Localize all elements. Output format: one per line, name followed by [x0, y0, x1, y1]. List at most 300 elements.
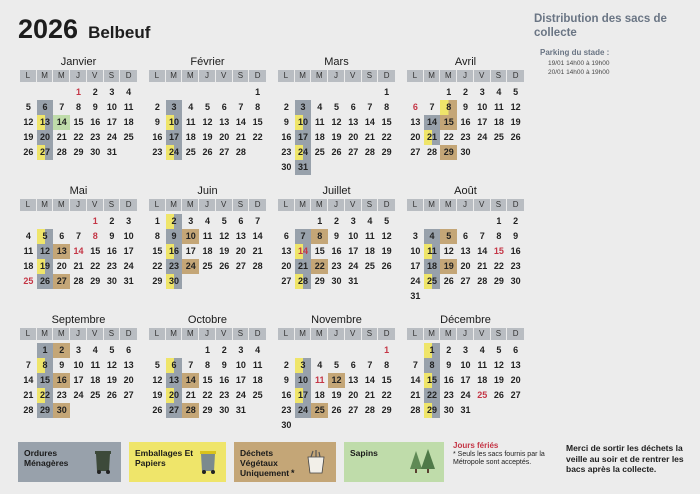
legend-sapins-label: Sapins	[350, 448, 378, 458]
month-block	[407, 184, 524, 310]
day-cell: 27	[166, 403, 183, 418]
day-cell: 14	[182, 373, 199, 388]
day-cell: 1	[92, 216, 98, 226]
parking-title: Parking du stade :	[540, 48, 610, 57]
day-cell: 11	[202, 231, 213, 241]
day-cell: 24	[348, 261, 359, 271]
day-cell: 20	[460, 261, 471, 271]
day-cell: 30	[90, 147, 101, 157]
day-cell: 21	[477, 261, 488, 271]
day-cell: 16	[166, 244, 183, 259]
day-cell: 1	[384, 87, 390, 97]
day-cell: 20	[123, 375, 134, 385]
day-cell: 8	[384, 360, 390, 370]
day-cell: 8	[496, 231, 502, 241]
day-cell: 16	[152, 132, 163, 142]
day-cell: 22	[311, 259, 328, 274]
day-cell: 31	[348, 276, 359, 286]
day-cell: 13	[281, 246, 292, 256]
day-cell: 26	[331, 405, 342, 415]
day-cell: 13	[460, 246, 471, 256]
empty-day-cell	[328, 343, 345, 358]
day-cell: 28	[23, 405, 34, 415]
day-cell: 16	[90, 117, 101, 127]
day-cell: 15	[252, 117, 263, 127]
weekday-label: V	[474, 199, 491, 211]
weekday-label: M	[53, 328, 70, 340]
day-cell: 24	[477, 132, 488, 142]
day-cell: 25	[185, 147, 196, 157]
day-cell: 25	[90, 390, 101, 400]
day-cell: 27	[348, 147, 359, 157]
day-cell: 4	[25, 231, 31, 241]
day-cell: 23	[443, 390, 454, 400]
holidays-note	[453, 441, 558, 467]
weekday-label: D	[383, 200, 390, 209]
day-cell: 15	[424, 373, 441, 388]
day-cell: 20	[281, 261, 292, 271]
day-cell: 2	[333, 216, 339, 226]
day-cell: 27	[281, 276, 292, 286]
day-cell: 2	[154, 102, 160, 112]
day-cell: 18	[123, 117, 134, 127]
weekday-label: J	[199, 70, 216, 82]
day-cell: 18	[185, 132, 196, 142]
empty-day-cell	[407, 343, 424, 358]
weekday-label: V	[345, 328, 362, 340]
day-cell: 24	[295, 145, 312, 160]
day-cell: 28	[182, 403, 199, 418]
day-cell: 29	[37, 403, 54, 418]
day-cell: 29	[440, 145, 457, 160]
weekday-label: V	[216, 70, 233, 82]
days-grid	[149, 214, 266, 289]
empty-day-cell	[362, 85, 379, 100]
day-cell: 23	[331, 261, 342, 271]
day-cell: 13	[510, 360, 521, 370]
day-cell: 28	[364, 405, 375, 415]
day-cell: 11	[365, 231, 375, 241]
weekday-label: M	[440, 70, 457, 82]
empty-day-cell	[182, 343, 199, 358]
day-cell: 2	[513, 216, 519, 226]
weekday-label: L	[149, 70, 166, 82]
day-cell: 24	[235, 390, 246, 400]
day-cell: 14	[53, 115, 70, 130]
day-cell: 25	[364, 261, 375, 271]
trash-bin-icon	[93, 447, 113, 475]
weekday-label: L	[149, 328, 166, 340]
weekday-label: J	[328, 70, 345, 82]
day-cell: 23	[90, 132, 101, 142]
weekday-label: J	[328, 199, 345, 211]
day-cell: 16	[219, 375, 230, 385]
day-cell: 28	[364, 147, 375, 157]
day-cell: 10	[106, 102, 117, 112]
weekday-label: M	[424, 199, 441, 211]
day-cell: 6	[350, 102, 356, 112]
day-cell: 17	[460, 375, 471, 385]
day-cell: 17	[73, 375, 84, 385]
day-cell: 3	[109, 87, 115, 97]
year-title: 2026	[18, 14, 79, 44]
day-cell: 10	[73, 360, 84, 370]
month-block	[278, 55, 395, 181]
day-cell: 17	[106, 117, 117, 127]
weekday-label: M	[37, 199, 54, 211]
day-cell: 17	[477, 117, 488, 127]
day-cell: 18	[477, 375, 488, 385]
empty-day-cell	[53, 214, 70, 229]
day-cell: 6	[283, 231, 289, 241]
day-cell: 21	[424, 130, 441, 145]
weekday-header	[149, 70, 266, 82]
weekday-header	[407, 199, 524, 211]
weekday-label: M	[37, 70, 54, 82]
empty-day-cell	[37, 214, 54, 229]
day-cell: 17	[123, 246, 134, 256]
weekday-label: S	[491, 199, 508, 211]
empty-day-cell	[20, 343, 37, 358]
legend-ordures	[18, 442, 121, 482]
days-grid	[278, 343, 395, 433]
empty-day-cell	[20, 214, 37, 229]
weekday-label: M	[295, 328, 312, 340]
days-grid	[20, 85, 137, 160]
day-cell: 1	[384, 345, 390, 355]
day-cell: 13	[166, 373, 183, 388]
days-grid	[278, 85, 395, 175]
day-cell: 24	[166, 145, 183, 160]
day-cell: 5	[109, 345, 115, 355]
day-cell: 2	[53, 343, 70, 358]
day-cell: 7	[479, 231, 485, 241]
day-cell: 20	[348, 132, 359, 142]
weekday-label: S	[233, 199, 250, 211]
day-cell: 17	[295, 388, 312, 403]
weekday-label: M	[37, 328, 54, 340]
day-cell: 23	[281, 147, 292, 157]
day-cell: 2	[221, 345, 227, 355]
day-cell: 15	[202, 375, 213, 385]
day-cell: 22	[90, 261, 101, 271]
day-cell: 27	[410, 147, 421, 157]
day-cell: 19	[106, 375, 117, 385]
day-cell: 26	[331, 147, 342, 157]
weekday-label: D	[254, 329, 261, 338]
weekday-header	[407, 328, 524, 340]
day-cell: 25	[311, 403, 328, 418]
day-cell: 28	[410, 405, 421, 415]
day-cell: 26	[37, 274, 54, 289]
empty-day-cell	[407, 214, 424, 229]
weekday-label: J	[457, 70, 474, 82]
month-name: Juin	[197, 185, 218, 197]
day-cell: 4	[92, 345, 98, 355]
day-cell: 11	[424, 244, 441, 259]
day-cell: 29	[381, 405, 392, 415]
day-cell: 27	[219, 147, 230, 157]
weekday-label: V	[87, 199, 104, 211]
day-cell: 10	[477, 102, 488, 112]
day-cell: 17	[166, 130, 183, 145]
day-cell: 4	[496, 87, 502, 97]
day-cell: 24	[106, 132, 117, 142]
weekday-label: M	[311, 199, 328, 211]
day-cell: 28	[252, 261, 263, 271]
empty-day-cell	[53, 85, 70, 100]
days-grid	[20, 343, 137, 418]
day-cell: 3	[75, 345, 81, 355]
day-cell: 5	[154, 360, 160, 370]
month-block	[149, 313, 266, 439]
weekday-label: L	[278, 328, 295, 340]
day-cell: 9	[333, 231, 339, 241]
day-cell: 1	[154, 216, 160, 226]
weekday-label: L	[20, 199, 37, 211]
day-cell: 11	[123, 102, 134, 112]
month-block	[407, 313, 524, 439]
day-cell: 15	[381, 117, 392, 127]
day-cell: 17	[235, 375, 246, 385]
weekday-label: J	[199, 328, 216, 340]
day-cell: 21	[364, 132, 375, 142]
day-cell: 26	[443, 276, 454, 286]
weekday-label: M	[311, 328, 328, 340]
legend	[18, 442, 444, 482]
day-cell: 12	[152, 375, 163, 385]
day-cell: 8	[92, 231, 98, 241]
month-name: Janvier	[60, 56, 97, 68]
day-cell: 9	[166, 229, 183, 244]
day-cell: 5	[384, 216, 390, 226]
day-cell: 15	[73, 117, 84, 127]
day-cell: 20	[219, 132, 230, 142]
day-cell: 25	[424, 274, 441, 289]
day-cell: 8	[154, 231, 160, 241]
day-cell: 7	[367, 360, 373, 370]
day-cell: 22	[252, 132, 263, 142]
day-cell: 14	[23, 375, 34, 385]
weekday-header	[20, 328, 137, 340]
day-cell: 16	[510, 246, 521, 256]
day-cell: 23	[166, 259, 183, 274]
day-cell: 16	[281, 390, 292, 400]
day-cell: 9	[221, 360, 227, 370]
day-cell: 11	[90, 360, 100, 370]
day-cell: 25	[314, 147, 325, 157]
day-cell: 27	[53, 274, 70, 289]
day-cell: 5	[496, 345, 502, 355]
weekday-header	[278, 199, 395, 211]
day-cell: 27	[123, 390, 134, 400]
day-cell: 12	[381, 231, 392, 241]
day-cell: 23	[510, 261, 521, 271]
day-cell: 12	[510, 102, 521, 112]
weekday-header	[149, 328, 266, 340]
day-cell: 14	[477, 246, 488, 256]
day-cell: 12	[202, 117, 213, 127]
day-cell: 7	[59, 102, 65, 112]
day-cell: 28	[235, 147, 246, 157]
day-cell: 31	[235, 405, 246, 415]
day-cell: 24	[410, 276, 421, 286]
day-cell: 9	[446, 360, 452, 370]
days-grid	[149, 85, 266, 160]
holidays-text: * Seuls les sacs fournis par la Métropole sont acceptés.	[453, 451, 545, 466]
day-cell: 22	[381, 132, 392, 142]
weekday-label: S	[104, 328, 121, 340]
weekday-label: M	[166, 199, 183, 211]
weekday-label: M	[53, 70, 70, 82]
parking-line-1: 19/01 14h00 à 19h00	[548, 60, 610, 67]
day-cell: 10	[295, 115, 312, 130]
day-cell: 7	[238, 102, 244, 112]
day-cell: 5	[440, 229, 457, 244]
month-name: Février	[190, 56, 225, 68]
day-cell: 12	[493, 360, 504, 370]
day-cell: 27	[510, 390, 521, 400]
day-cell: 3	[295, 358, 312, 373]
empty-day-cell	[233, 85, 250, 100]
empty-day-cell	[295, 343, 312, 358]
day-cell: 22	[443, 132, 454, 142]
day-cell: 4	[367, 216, 373, 226]
day-cell: 18	[364, 246, 375, 256]
day-cell: 23	[152, 147, 163, 157]
weekday-label: D	[512, 200, 519, 209]
day-cell: 28	[295, 274, 312, 289]
day-cell: 24	[295, 403, 312, 418]
day-cell: 16	[281, 132, 292, 142]
weekday-label: V	[345, 70, 362, 82]
day-cell: 11	[494, 102, 504, 112]
day-cell: 2	[283, 102, 289, 112]
weekday-header	[278, 70, 395, 82]
weekday-header	[20, 199, 137, 211]
weekday-label: M	[53, 199, 70, 211]
day-cell: 10	[235, 360, 246, 370]
day-cell: 3	[412, 231, 418, 241]
day-cell: 29	[314, 276, 325, 286]
day-cell: 26	[381, 261, 392, 271]
day-cell: 27	[460, 276, 471, 286]
day-cell: 26	[493, 390, 504, 400]
day-cell: 8	[255, 102, 261, 112]
day-cell: 14	[295, 244, 312, 259]
day-cell: 6	[238, 216, 244, 226]
weekday-label: S	[233, 70, 250, 82]
day-cell: 9	[59, 360, 65, 370]
empty-day-cell	[457, 214, 474, 229]
day-cell: 6	[462, 231, 468, 241]
day-cell: 19	[493, 375, 504, 385]
day-cell: 31	[410, 291, 421, 301]
weekday-label: D	[383, 71, 390, 80]
day-cell: 4	[255, 345, 261, 355]
weekday-label: J	[70, 70, 87, 82]
month-name: Novembre	[311, 314, 362, 326]
day-cell: 27	[235, 261, 246, 271]
weekday-label: V	[474, 70, 491, 82]
month-name: Septembre	[51, 314, 106, 326]
day-cell: 22	[37, 388, 54, 403]
day-cell: 15	[314, 246, 325, 256]
day-cell: 7	[295, 229, 312, 244]
weekday-label: L	[407, 328, 424, 340]
day-cell: 1	[424, 343, 441, 358]
day-cell: 19	[510, 117, 521, 127]
day-cell: 31	[295, 160, 312, 175]
weekday-label: D	[512, 71, 519, 80]
day-cell: 4	[317, 102, 323, 112]
empty-day-cell	[149, 343, 166, 358]
day-cell: 20	[348, 390, 359, 400]
day-cell: 6	[513, 345, 519, 355]
day-cell: 19	[23, 132, 34, 142]
day-cell: 14	[364, 375, 375, 385]
day-cell: 29	[493, 276, 504, 286]
empty-day-cell	[345, 85, 362, 100]
day-cell: 13	[123, 360, 134, 370]
day-cell: 25	[252, 390, 263, 400]
day-cell: 29	[73, 147, 84, 157]
day-cell: 10	[123, 231, 134, 241]
day-cell: 12	[106, 360, 117, 370]
day-cell: 10	[182, 229, 199, 244]
day-cell: 16	[331, 246, 342, 256]
day-cell: 26	[106, 390, 117, 400]
day-cell: 9	[283, 117, 289, 127]
day-cell: 19	[381, 246, 392, 256]
weekday-label: L	[407, 199, 424, 211]
day-cell: 21	[185, 390, 196, 400]
month-block	[278, 184, 395, 310]
weekday-label: S	[104, 199, 121, 211]
day-cell: 16	[460, 117, 471, 127]
day-cell: 25	[202, 261, 213, 271]
fir-trees-icon	[408, 447, 438, 475]
day-cell: 14	[252, 231, 263, 241]
empty-day-cell	[295, 85, 312, 100]
weekday-label: L	[20, 70, 37, 82]
weekday-label: M	[424, 70, 441, 82]
day-cell: 9	[513, 231, 519, 241]
legend-sapins	[344, 442, 444, 482]
day-cell: 7	[25, 360, 31, 370]
day-cell: 30	[510, 276, 521, 286]
day-cell: 8	[37, 358, 54, 373]
weekday-label: V	[216, 199, 233, 211]
day-cell: 30	[281, 162, 292, 172]
day-cell: 23	[219, 390, 230, 400]
days-grid	[407, 214, 524, 304]
day-cell: 7	[255, 216, 261, 226]
weekday-label: S	[104, 70, 121, 82]
empty-day-cell	[149, 85, 166, 100]
day-cell: 18	[90, 375, 101, 385]
weekday-label: S	[233, 328, 250, 340]
day-cell: 29	[381, 147, 392, 157]
day-cell: 16	[106, 246, 117, 256]
day-cell: 2	[446, 345, 452, 355]
day-cell: 7	[188, 360, 194, 370]
holidays-title: Jours fériés	[453, 441, 499, 450]
day-cell: 28	[56, 147, 67, 157]
legend-dechets-label: Déchets Végétaux Uniquement	[240, 448, 290, 478]
empty-day-cell	[311, 85, 328, 100]
weekday-label: D	[383, 329, 390, 338]
